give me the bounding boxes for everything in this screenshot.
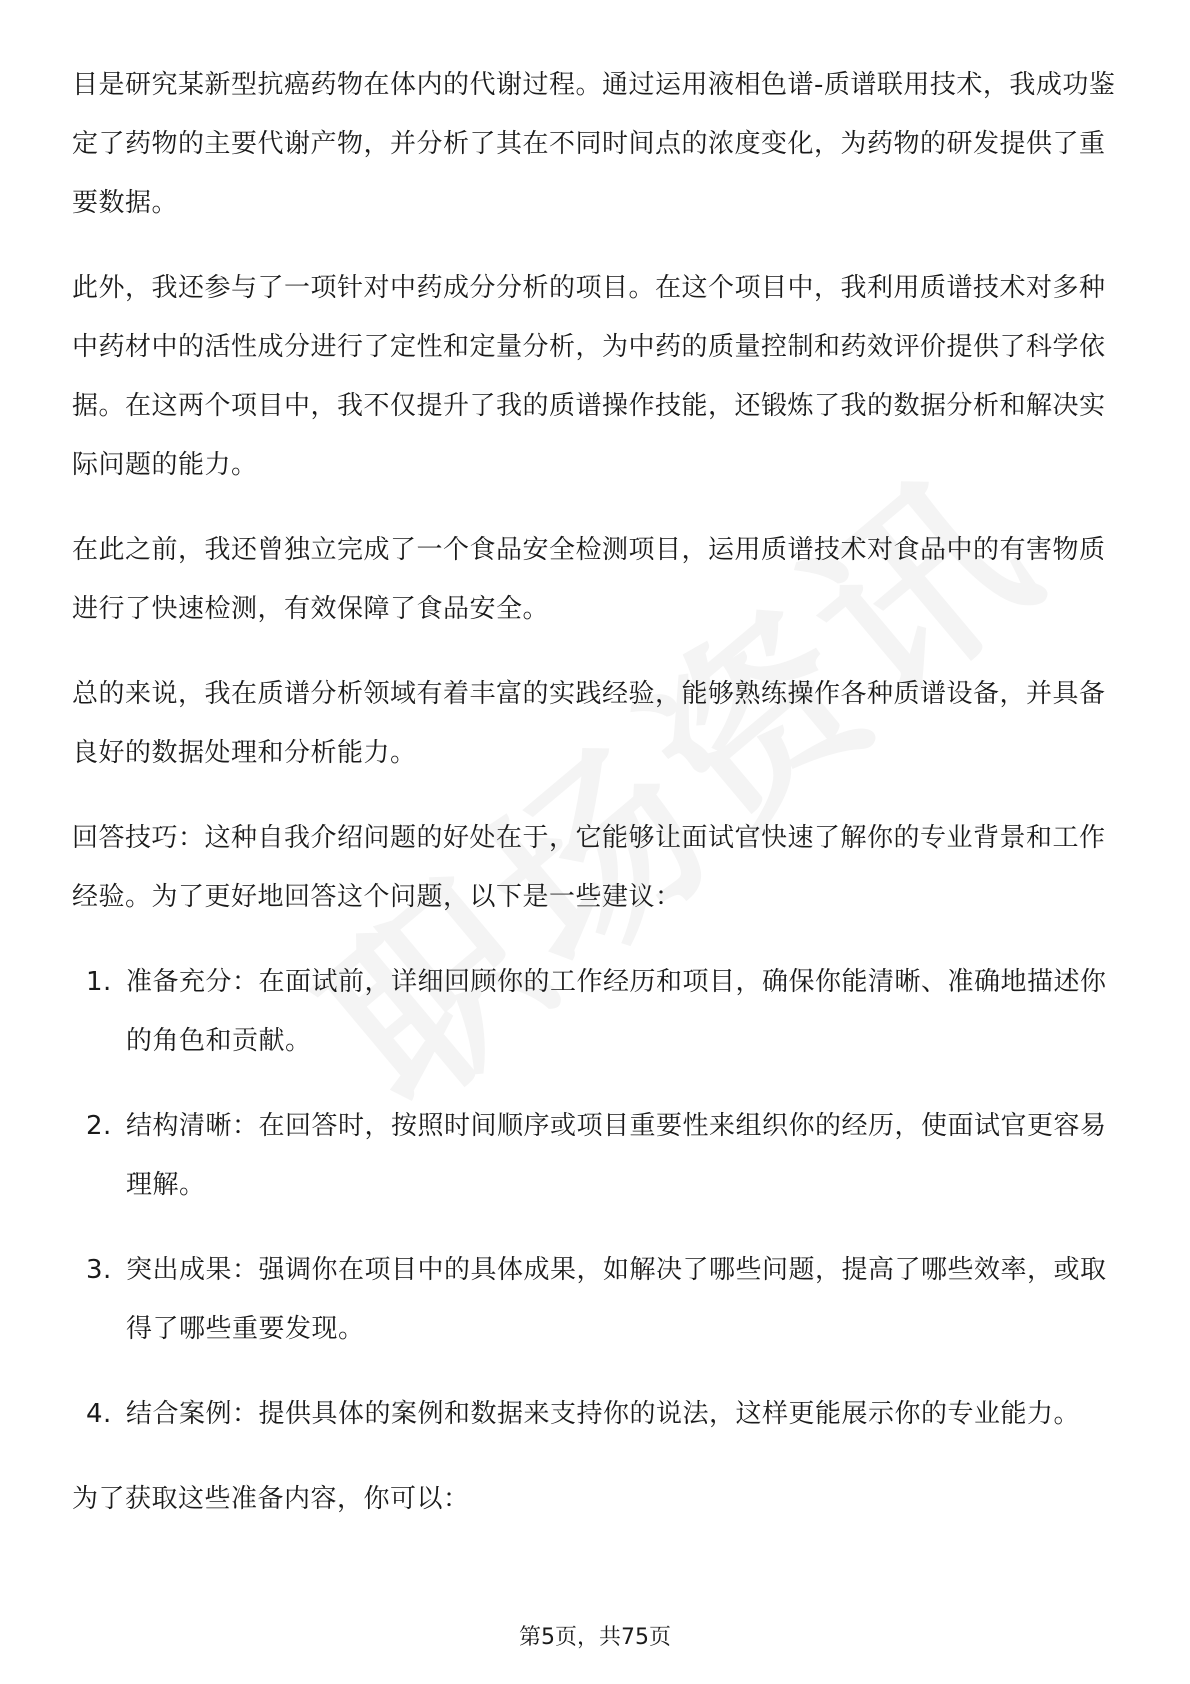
paragraph-closing: 为了获取这些准备内容，你可以： xyxy=(72,1484,470,1514)
paragraph-metabolism-project: 目是研究某新型抗癌药物在体内的代谢过程。通过运用液相色谱-质谱联用技术，我成功鉴定了药物的主要代谢产物，并分析了其在不同时间点的浓度变化，为药物的研发提供了重要数据。 xyxy=(72,70,1116,218)
list-item xyxy=(72,1385,1118,1444)
list-item xyxy=(72,1241,1118,1359)
list-item-text: 突出成果：强调你在项目中的具体成果，如解决了哪些问题，提高了哪些效率，或取得了哪些重要发现。 xyxy=(126,1255,1107,1344)
page-number-footer: 第5页，共75页 xyxy=(519,1625,671,1650)
list-item-number: 4. xyxy=(86,1399,112,1429)
document-body xyxy=(72,56,1118,1529)
tips-list xyxy=(72,953,1118,1444)
paragraph-summary: 总的来说，我在质谱分析领域有着丰富的实践经验，能够熟练操作各种质谱设备，并具备良好的数据处理和分析能力。 xyxy=(72,679,1106,768)
list-item-text: 结合案例：提供具体的案例和数据来支持你的说法，这样更能展示你的专业能力。 xyxy=(126,1399,1081,1429)
paragraph-tcm-project: 此外，我还参与了一项针对中药成分分析的项目。在这个项目中，我利用质谱技术对多种中药材中的活性成分进行了定性和定量分析，为中药的质量控制和药效评价提供了科学依据。在这两个项目中，我不仅提升了我的质谱操作技能，还锻炼了我的数据分析和解决实际问题的能力。 xyxy=(72,273,1106,480)
list-item xyxy=(72,1097,1118,1215)
list-item-number: 3. xyxy=(86,1255,112,1285)
paragraph-food-safety: 在此之前，我还曾独立完成了一个食品安全检测项目，运用质谱技术对食品中的有害物质进行了快速检测，有效保障了食品安全。 xyxy=(72,535,1106,624)
list-item xyxy=(72,953,1118,1071)
list-item-number: 2. xyxy=(86,1111,112,1141)
list-item-number: 1. xyxy=(86,967,112,997)
list-item-text: 准备充分：在面试前，详细回顾你的工作经历和项目，确保你能清晰、准确地描述你的角色和贡献。 xyxy=(126,967,1107,1056)
list-item-text: 结构清晰：在回答时，按照时间顺序或项目重要性来组织你的经历，使面试官更容易理解。 xyxy=(126,1111,1107,1200)
paragraph-answer-tips: 回答技巧：这种自我介绍问题的好处在于，它能够让面试官快速了解你的专业背景和工作经验。为了更好地回答这个问题，以下是一些建议： xyxy=(72,823,1106,912)
